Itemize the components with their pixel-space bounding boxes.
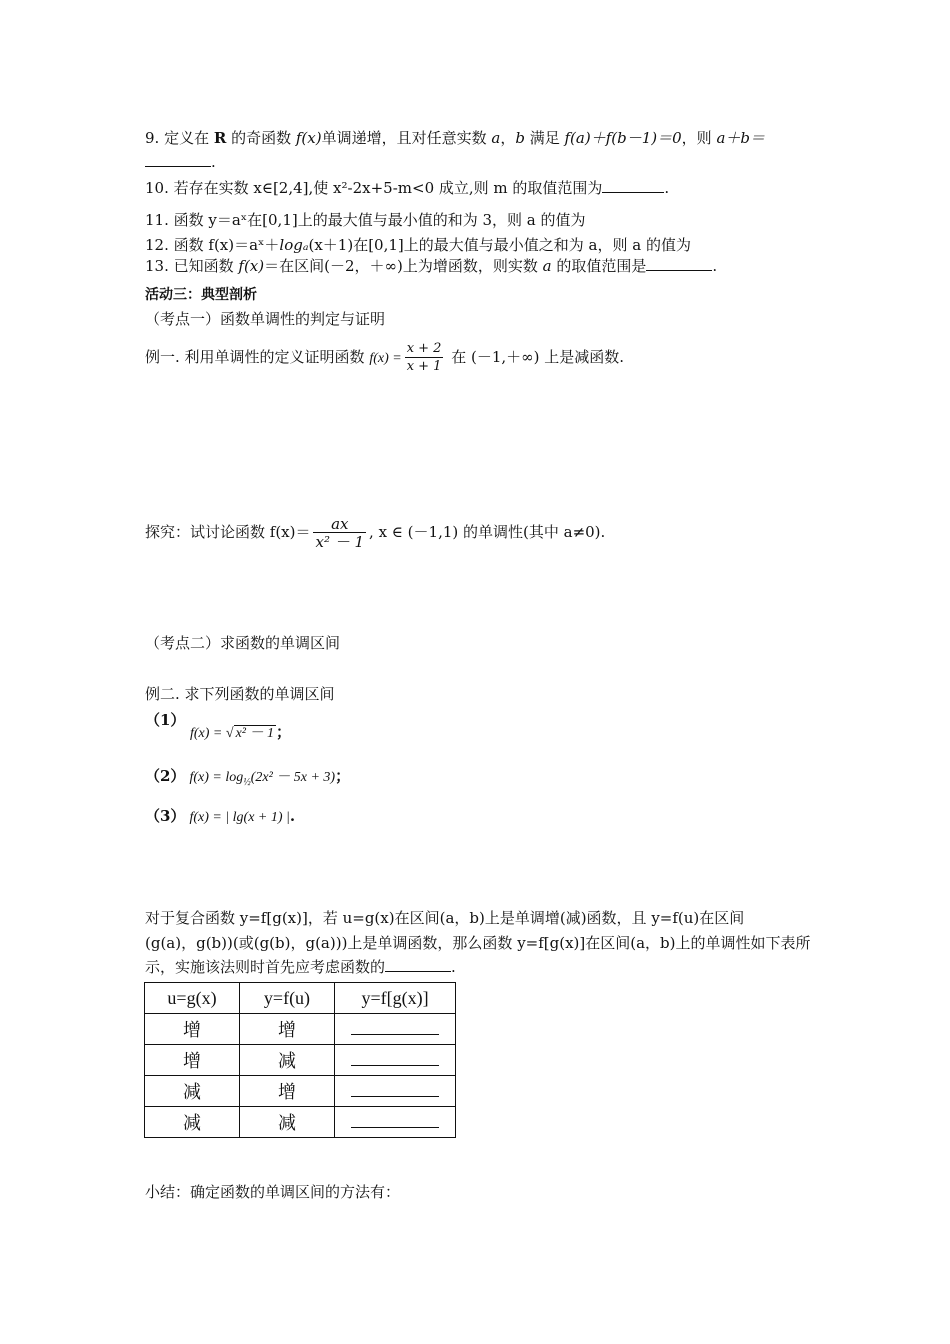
explore-fraction bbox=[313, 516, 366, 551]
activity-title: 活动三：典型剖析 bbox=[145, 287, 257, 303]
q9-text: 9. 定义在 bbox=[145, 129, 214, 147]
composite-table bbox=[144, 982, 456, 1138]
composite-line-3: 示，实施该法则时首先应考虑函数的 . bbox=[145, 958, 456, 976]
table-header: y=f[g(x)] bbox=[335, 983, 456, 1014]
explore bbox=[145, 512, 605, 552]
ex1-text: 在 (－1,＋∞) 上是减函数. bbox=[446, 348, 625, 366]
ex1-fx: f(x) = bbox=[369, 351, 402, 366]
table-answer-cell[interactable] bbox=[335, 1045, 456, 1076]
kaodian-2: （考点二）求函数的单调区间 bbox=[145, 634, 341, 652]
table-cell: 增 bbox=[240, 1014, 335, 1045]
item-label: （3） bbox=[145, 807, 186, 825]
composite-line-1: 对于复合函数 y=f[g(x)]，若 u=g(x)在区间(a，b)上是单调增(减)函数，且 y=f(u)在区间 bbox=[145, 909, 745, 927]
q11-text: 11. 函数 y＝aˣ在[0,1]上的最大值与最小值的和为 3，则 a 的值为 bbox=[145, 211, 586, 229]
question-11 bbox=[145, 210, 586, 230]
table-cell: 减 bbox=[240, 1107, 335, 1138]
item-3-expr: f(x) = | lg(x + 1) | bbox=[189, 810, 290, 825]
q9-text: 的奇函数 bbox=[226, 129, 296, 147]
item-label: （1） bbox=[145, 711, 186, 729]
composite-line-2: (g(a)，g(b))(或(g(b)，g(a)))上是单调函数，那么函数 y=f[g(x)]在区间(a，b)上的单调性如下表所 bbox=[145, 934, 811, 952]
ex2-item-3 bbox=[145, 806, 295, 828]
item-2-arg: (2x² － 5x + 3) bbox=[250, 770, 336, 785]
item-2-log-base: ½ bbox=[243, 777, 251, 788]
q13-a: a bbox=[542, 257, 552, 275]
ex2-item-2 bbox=[145, 766, 350, 793]
explore-numerator: ax bbox=[331, 514, 349, 533]
q13-text: 的取值范围是 bbox=[551, 257, 647, 275]
q10-text: 10. 若存在实数 x∈[2,4],使 x²-2x+5-m<0 成立,则 m 的取值范围为 bbox=[145, 179, 603, 197]
table-cell: 减 bbox=[240, 1045, 335, 1076]
explore-text: 探究：试讨论函数 f(x)＝ bbox=[145, 523, 311, 541]
answer-blank[interactable] bbox=[351, 1080, 439, 1097]
q12-text: (x＋1)在[0,1]上的最大值与最小值之和为 a，则 a 的值为 bbox=[308, 236, 691, 254]
q9-text: 单调递增，且对任意实数 bbox=[321, 129, 492, 147]
item-label: （2） bbox=[145, 767, 186, 785]
answer-blank[interactable] bbox=[385, 957, 451, 972]
table-cell: 减 bbox=[145, 1076, 240, 1107]
question-12 bbox=[145, 235, 691, 255]
q9-a: a bbox=[491, 129, 501, 147]
table-answer-cell[interactable] bbox=[335, 1014, 456, 1045]
question-10: 10. 若存在实数 x∈[2,4],使 x²-2x+5-m<0 成立,则 m 的取值范围为 . bbox=[145, 179, 670, 197]
q9-b: b bbox=[515, 129, 525, 147]
ex1-numerator: x + 2 bbox=[406, 340, 442, 356]
item-end: ； bbox=[275, 723, 291, 741]
table-answer-cell[interactable] bbox=[335, 1107, 456, 1138]
q9-real-set: R bbox=[213, 129, 227, 147]
question-9 bbox=[145, 128, 765, 148]
table-cell: 增 bbox=[145, 1014, 240, 1045]
explore-denominator: x² － 1 bbox=[315, 532, 365, 551]
ex1-fraction bbox=[405, 341, 444, 376]
table-header: y=f(u) bbox=[240, 983, 335, 1014]
item-end: ； bbox=[335, 767, 351, 785]
ex2-item-1-expr bbox=[190, 722, 291, 744]
q12-text: 12. 函数 f(x)＝aˣ＋ bbox=[145, 236, 280, 254]
q9-fx: f(x) bbox=[295, 129, 322, 147]
q9-comma: ， bbox=[500, 129, 516, 147]
q9-answer-line bbox=[145, 152, 216, 172]
kaodian-1: （考点一）函数单调性的判定与证明 bbox=[145, 310, 386, 328]
q9-sum: a＋b＝ bbox=[716, 129, 765, 147]
table-cell: 增 bbox=[145, 1045, 240, 1076]
table-header-row bbox=[145, 983, 456, 1014]
item-2-expr: f(x) = log bbox=[189, 770, 244, 785]
q9-end: . bbox=[211, 153, 216, 171]
item-1-expr: f(x) = √ bbox=[190, 726, 234, 741]
ex1-denominator: x + 1 bbox=[406, 358, 442, 374]
question-13: 13. 已知函数 f(x)＝在区间(－2，＋∞)上为增函数，则实数 a 的取值范围是 . bbox=[145, 257, 718, 275]
answer-blank[interactable] bbox=[646, 256, 712, 271]
item-end: . bbox=[289, 807, 296, 825]
answer-blank[interactable] bbox=[351, 1018, 439, 1035]
answer-blank[interactable] bbox=[351, 1111, 439, 1128]
q13-text: 13. 已知函数 bbox=[145, 257, 239, 275]
q13-fx: f(x) bbox=[238, 257, 265, 275]
q9-text: ，则 bbox=[681, 129, 717, 147]
table-cell: 增 bbox=[240, 1076, 335, 1107]
ex1-text: 例一. 利用单调性的定义证明函数 bbox=[145, 348, 370, 366]
q12-log: logₐ bbox=[279, 236, 309, 254]
example-2: 例二. 求下列函数的单调区间 bbox=[145, 685, 335, 703]
ex2-item-1 bbox=[145, 710, 185, 730]
answer-blank[interactable] bbox=[602, 178, 664, 193]
table-row bbox=[145, 1076, 456, 1107]
summary: 小结：确定函数的单调区间的方法有： bbox=[145, 1183, 401, 1201]
table-row bbox=[145, 1045, 456, 1076]
explore-text: , x ∈ (－1,1) 的单调性(其中 a≠0). bbox=[369, 523, 606, 541]
q13-text: ＝在区间(－2，＋∞)上为增函数，则实数 bbox=[264, 257, 543, 275]
answer-blank[interactable] bbox=[351, 1049, 439, 1066]
table-cell: 减 bbox=[145, 1107, 240, 1138]
composite-text: 示，实施该法则时首先应考虑函数的 bbox=[145, 958, 386, 976]
item-1-radicand: x² － 1 bbox=[235, 726, 274, 741]
table-header: u=g(x) bbox=[145, 983, 240, 1014]
table-answer-cell[interactable] bbox=[335, 1076, 456, 1107]
example-1 bbox=[145, 338, 624, 378]
q9-text: 满足 bbox=[524, 129, 565, 147]
table-row bbox=[145, 1107, 456, 1138]
q9-condition: f(a)＋f(b－1)＝0 bbox=[564, 129, 682, 147]
table-row bbox=[145, 1014, 456, 1045]
answer-blank[interactable] bbox=[145, 152, 211, 167]
